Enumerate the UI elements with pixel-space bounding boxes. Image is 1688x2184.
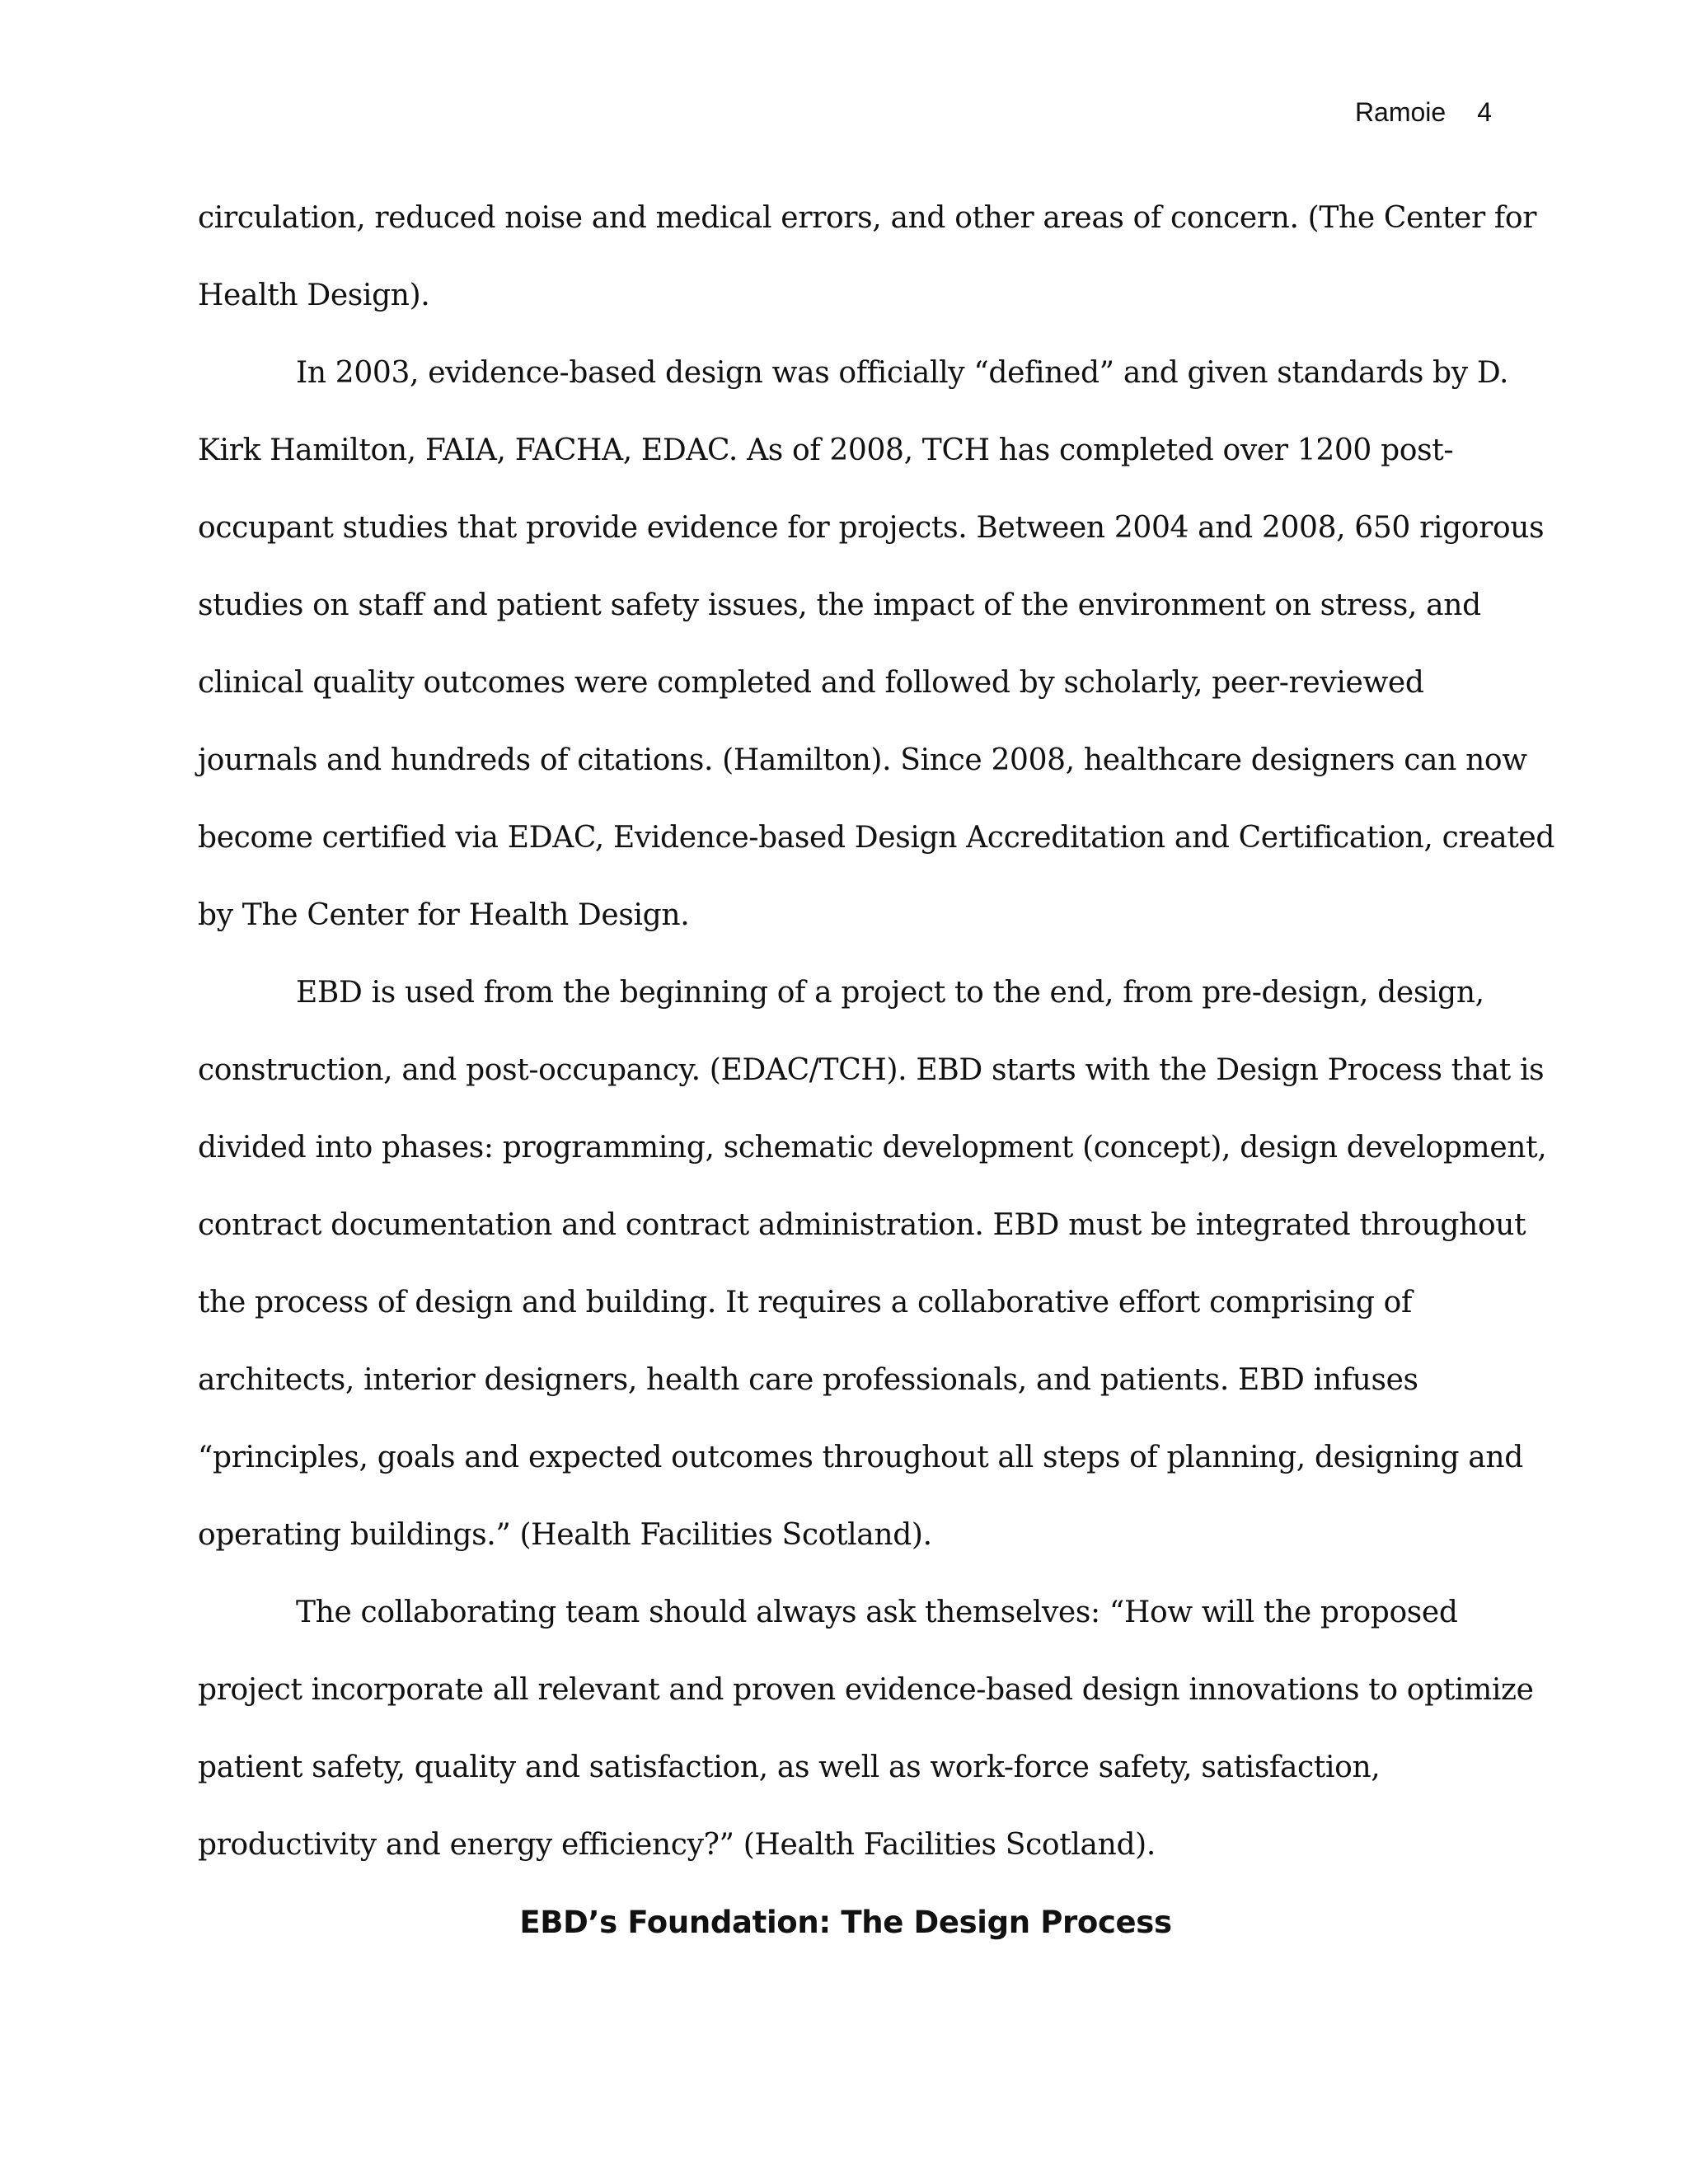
running-header — [1355, 97, 1492, 128]
paragraph-first-line: EBD is used from the beginning of a project to the end, from pre-design, design, — [296, 976, 1484, 1010]
text-line: the process of design and building. It requires a collaborative effort comprising of — [198, 1286, 1412, 1319]
header-page-number: 4 — [1477, 97, 1492, 127]
text-line: productivity and energy efficiency?” (Health Facilities Scotland). — [198, 1828, 1156, 1862]
text-line: divided into phases: programming, schematic development (concept), design development, — [198, 1131, 1547, 1165]
text-line: operating buildings.” (Health Facilities Scotland). — [198, 1518, 932, 1552]
paragraph-first-line: In 2003, evidence-based design was officially “defined” and given standards by D. — [296, 356, 1509, 390]
section-heading: EBD’s Foundation: The Design Process — [519, 1905, 1172, 1940]
text-line: journals and hundreds of citations. (Hamilton). Since 2008, healthcare designers can now — [198, 743, 1527, 777]
body-text — [198, 190, 1555, 1971]
text-line: studies on staff and patient safety issues, the impact of the environment on stress, and — [198, 588, 1481, 622]
text-line: become certified via EDAC, Evidence-based Design Accreditation and Certification, created — [198, 821, 1555, 855]
text-line: by The Center for Health Design. — [198, 898, 690, 932]
text-line: architects, interior designers, health care professionals, and patients. EBD infuses — [198, 1363, 1418, 1397]
header-author: Ramoie — [1354, 97, 1447, 127]
text-line: patient safety, quality and satisfaction, as well as work-force safety, satisfaction, — [198, 1750, 1381, 1784]
text-line: Kirk Hamilton, FAIA, FACHA, EDAC. As of 2008, TCH has completed over 1200 post- — [198, 434, 1454, 467]
text-line: “principles, goals and expected outcomes throughout all steps of planning, designing and — [198, 1441, 1523, 1474]
text-line: occupant studies that provide evidence for projects. Between 2004 and 2008, 650 rigorous — [198, 511, 1545, 545]
paragraph-first-line: The collaborating team should always ask themselves: “How will the proposed — [296, 1596, 1458, 1629]
text-line: circulation, reduced noise and medical errors, and other areas of concern. (The Center for — [198, 201, 1537, 235]
text-line: contract documentation and contract administration. EBD must be integrated throughout — [198, 1208, 1526, 1242]
text-line: project incorporate all relevant and proven evidence-based design innovations to optimize — [198, 1673, 1534, 1707]
text-line: Health Design). — [198, 279, 430, 312]
text-line: clinical quality outcomes were completed and followed by scholarly, peer-reviewed — [198, 666, 1424, 700]
text-line: construction, and post-occupancy. (EDAC/TCH). EBD starts with the Design Process that is — [198, 1053, 1545, 1087]
